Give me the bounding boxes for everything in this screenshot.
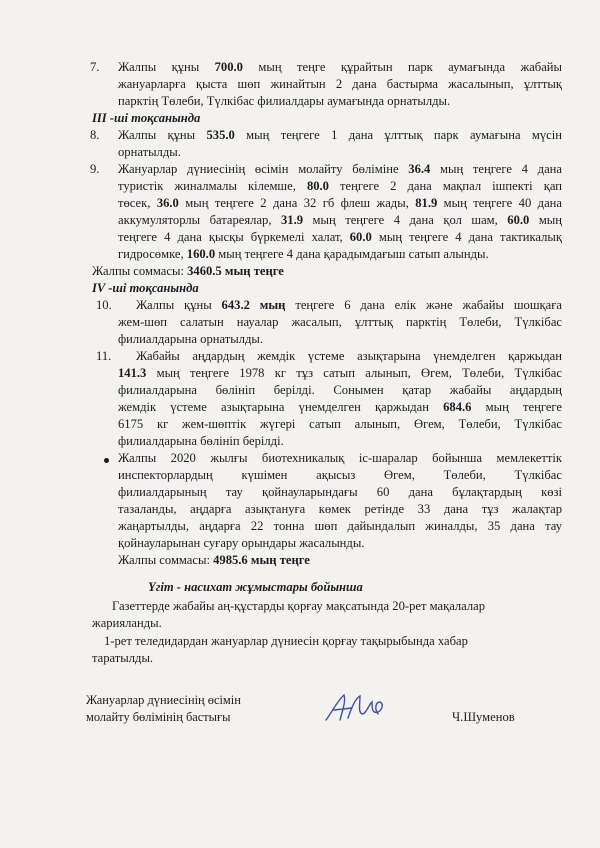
item11-line4: жемдік үстеме азықтарына үнемделген қаржыдан 684.6 мың теңгеге <box>118 400 562 414</box>
item9-line5: теңгеге 4 дана қысқы бүркемелі халат, 60.0 мың теңгеге 4 дана тактикалық <box>118 230 562 244</box>
item9-line4: аккумуляторлы батареялар, 31.9 мың теңгеге 4 дана қол шам, 60.0 мың <box>118 213 562 227</box>
item7-line1: Жалпы құны 700.0 мың теңге құрайтын парк аумағында жабайы <box>118 60 562 74</box>
item10-line2: жем-шөп салатын науалар жасалып, ұлттық парктің Төлеби, Түлкібас <box>118 315 562 329</box>
signatory-position-line2: молайту бөлімінің бастығы <box>86 710 231 724</box>
outreach-p2-line1: 1-рет теледидардан жануарлар дүниесін қорғау тақырыбында хабар <box>104 634 468 648</box>
item10-line1: Жалпы құны 643.2 мың теңгеге 6 дана елік және жабайы шошқаға <box>136 298 562 312</box>
signatory-position-line1: Жануарлар дүниесінің өсімін <box>86 693 241 707</box>
bullet-line3: филиалдарының тау қойнауларындағы 60 дана бұлақтардың көзі <box>118 485 562 499</box>
item-number: 9. <box>90 162 100 176</box>
item11-line3: филиалдарына бөлініп берілді. Сонымен қатар жабайы аңдардың <box>118 383 562 397</box>
item-number: 10. <box>96 298 112 312</box>
item9-line1: Жануарлар дүниесінің өсімін молайту бөлімiне 36.4 мың теңгеге 4 дана <box>118 162 562 176</box>
total-annual: Жалпы соммасы: 4985.6 мың теңге <box>118 553 310 567</box>
item9-line2: туристік жиналмалы кілемше, 80.0 теңгеге 2 дана мақпал ішпекті қап <box>118 179 562 193</box>
outreach-heading: Үгіт - насихат жұмыстары бойынша <box>148 580 363 594</box>
item7-line2: жануарларға қыста шөп жинайтын 2 дана бастырма жасалынып, ұлттық <box>118 77 562 91</box>
bullet-line6: қойнауларынан суғару орындары жасалынды. <box>118 536 365 550</box>
bullet-line1: Жалпы 2020 жылғы биотехникалық іс-шаралар бойынша мемлекеттік <box>118 451 562 465</box>
item11-line5: 6175 кг жем-шөптік жүгері сатып алынып, Өгем, Төлеби, Түлкібас <box>118 417 562 431</box>
item11-line2: 141.3 мың теңгеге 1978 кг тұз сатып алынып, Өгем, Төлеби, Түлкібас <box>118 366 562 380</box>
item7-line3: парктің Төлеби, Түлкібас филиалдары аумағында орнатылды. <box>118 94 451 108</box>
section4-heading: IV -ші тоқсанында <box>92 281 199 295</box>
handwritten-signature <box>322 690 388 726</box>
section3-heading: III -ші тоқсанында <box>92 111 201 125</box>
outreach-p1-line2: жарияланды. <box>92 616 162 630</box>
item-number: 8. <box>90 128 100 142</box>
bullet-line4: тазаланды, аңдарға азықтануға көмек ретінде 33 дана тұз жалақтар <box>118 502 562 516</box>
item11-line6: филиалдарына бөлініп берілді. <box>118 434 284 448</box>
item11-line1: Жабайы аңдардың жемдік үстеме азықтарына үнемделген қаржыдан <box>136 349 562 363</box>
bullet-line5: жаңартылды, аңдарға 22 тонна шөп дайындалып жиналды, 35 дана тау <box>118 519 562 533</box>
outreach-p2-line2: таратылды. <box>92 651 154 665</box>
bullet-icon <box>104 458 109 463</box>
item8-line1: Жалпы құны 535.0 мың теңгеге 1 дана ұлттық парк аумағына мүсін <box>118 128 562 142</box>
item9-line3: төсек, 36.0 мың теңгеге 2 дана 32 гб флеш жады, 81.9 мың теңгеге 40 дана <box>118 196 562 210</box>
outreach-p1-line1: Газеттерде жабайы аң-құстарды қорғау мақсатында 20-рет мақалалар <box>112 599 486 613</box>
total-quarter3: Жалпы соммасы: 3460.5 мың теңге <box>92 264 284 278</box>
item-number: 11. <box>96 349 112 363</box>
item10-line3: филиалдарына орнатылды. <box>118 332 264 346</box>
bullet-line2: инспекторлардың күшімен ақысыз Өгем, Төлеби, Түлкібас <box>118 468 562 482</box>
signatory-name: Ч.Шуменов <box>452 710 515 724</box>
item9-line6: гидросөмке, 160.0 мың теңгеге 4 дана қарадымдағыш сатып алынды. <box>118 247 489 261</box>
item8-line2: орнатылды. <box>118 145 181 159</box>
item-number: 7. <box>90 60 100 74</box>
